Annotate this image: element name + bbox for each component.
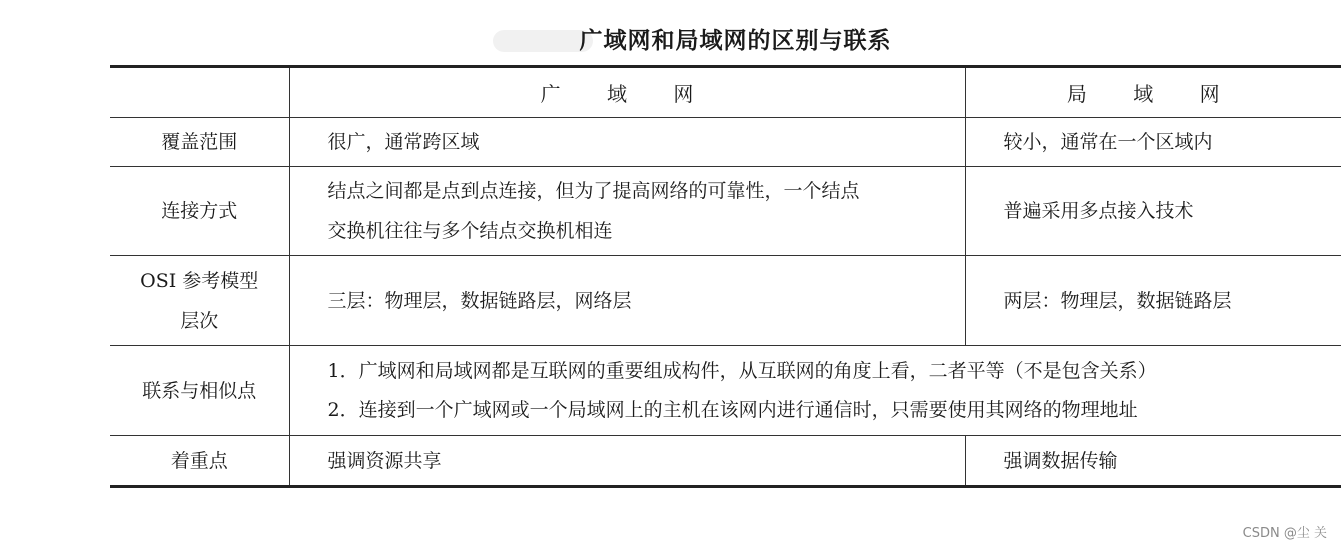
cell-lan-osi: 两层：物理层，数据链路层 — [965, 256, 1341, 346]
row-label-line: 层次 — [180, 309, 219, 332]
cell-wan-osi: 三层：物理层，数据链路层，网络层 — [289, 256, 965, 346]
cell-lan-coverage: 较小，通常在一个区域内 — [965, 118, 1341, 167]
table-row — [110, 118, 1341, 167]
cell-relation — [289, 346, 1341, 436]
table-row — [110, 256, 1341, 346]
row-label-focus: 着重点 — [110, 436, 289, 487]
header-blank-cell — [110, 67, 289, 118]
cell-line: 结点之间都是点到点连接，但为了提高网络的可靠性，一个结点 — [327, 180, 860, 202]
watermark: CSDN @尘 关 — [1242, 526, 1327, 541]
cell-lan-focus: 强调数据传输 — [965, 436, 1341, 487]
cell-wan-connection — [289, 167, 965, 256]
comparison-table — [110, 65, 1341, 488]
row-label-osi — [110, 256, 289, 346]
table-row — [110, 436, 1341, 487]
list-item: 2．连接到一个广域网或一个局域网上的主机在该网内进行通信时，只需要使用其网络的物理地址 — [327, 398, 1138, 421]
row-label-coverage: 覆盖范围 — [110, 118, 289, 167]
row-label-connection: 连接方式 — [110, 167, 289, 256]
row-label-line: OSI 参考模型 — [140, 269, 259, 292]
header-wan: 广 域 网 — [289, 67, 965, 118]
list-item: 1．广域网和局域网都是互联网的重要组成构件，从互联网的角度上看，二者平等（不是包含关系） — [327, 359, 1157, 382]
cell-wan-coverage: 很广，通常跨区域 — [289, 118, 965, 167]
table-row — [110, 346, 1341, 436]
table-row — [110, 167, 1341, 256]
row-label-relation: 联系与相似点 — [110, 346, 289, 436]
page-title: 广域网和局域网的区别与联系 — [579, 28, 892, 54]
cell-lan-connection: 普遍采用多点接入技术 — [965, 167, 1341, 256]
cell-line: 交换机往往与多个结点交换机相连 — [327, 220, 613, 242]
header-lan: 局 域 网 — [965, 67, 1341, 118]
table-header-row — [110, 67, 1341, 118]
cell-wan-focus: 强调资源共享 — [289, 436, 965, 487]
